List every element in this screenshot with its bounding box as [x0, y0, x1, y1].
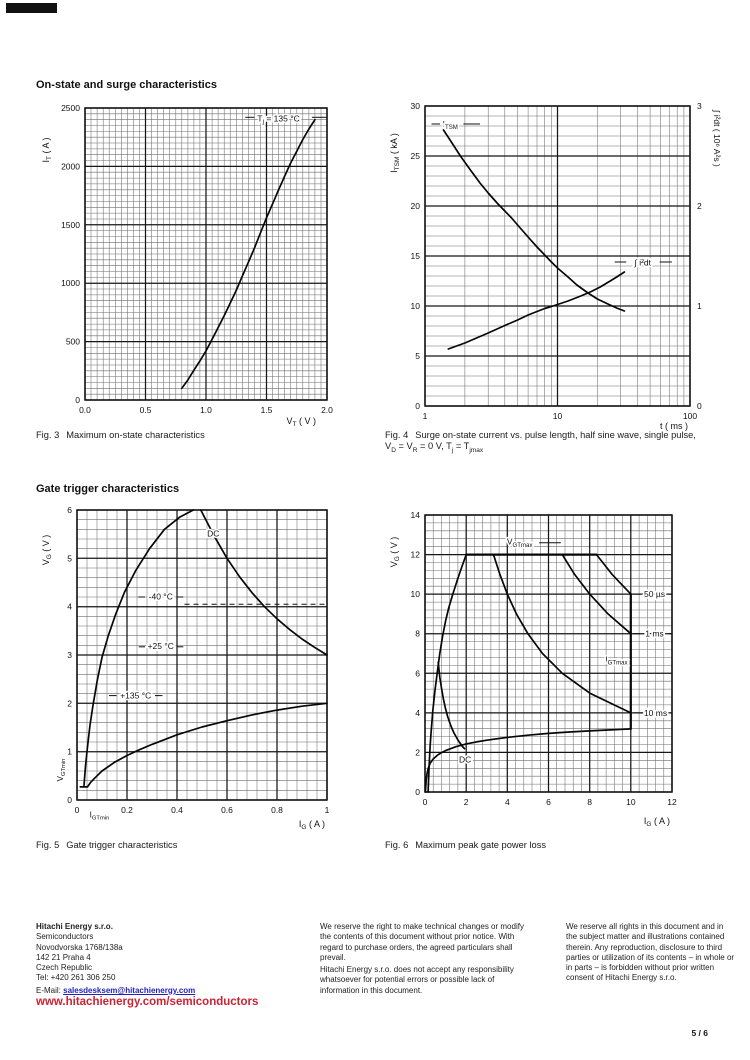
- footer-company-address: [36, 922, 246, 984]
- svg-text:0: 0: [415, 401, 420, 411]
- svg-text:IG ( A ): $I_G$ ( A ): [643, 816, 670, 829]
- svg-text:0: 0: [74, 805, 80, 815]
- svg-text:2000: 2000: [61, 161, 80, 172]
- svg-text:0: 0: [415, 787, 420, 797]
- svg-text:4: 4: [504, 797, 510, 807]
- svg-text:DC: DC: [458, 754, 472, 765]
- company-phone: Tel: +420 261 306 250: [36, 973, 116, 983]
- fig5-caption-text: Gate trigger characteristics: [66, 840, 178, 850]
- svg-text:IGTmin: $I_{GTmin}$: [89, 810, 110, 822]
- svg-text:14: 14: [410, 510, 420, 520]
- svg-text:15: 15: [410, 251, 420, 261]
- svg-text:2: 2: [67, 698, 72, 709]
- svg-text:0.0: 0.0: [79, 405, 91, 415]
- svg-text:5: 5: [67, 553, 72, 564]
- svg-text:0.2: 0.2: [121, 805, 133, 815]
- svg-text:2: 2: [697, 201, 702, 211]
- svg-text:0: 0: [75, 395, 80, 405]
- svg-text:VT ( V ): $V_T$ ( V ): [286, 416, 316, 429]
- svg-text:4: 4: [415, 707, 420, 718]
- svg-text:2: 2: [415, 747, 420, 758]
- svg-text:50 µs: 50 µs: [644, 589, 665, 600]
- svg-text:10: 10: [626, 797, 636, 807]
- svg-text:-40 °C: -40 °C: [148, 591, 173, 602]
- svg-text:0.4: 0.4: [171, 805, 183, 815]
- rights-paragraph: We reserve all rights in this document and in the subject matter and illustrations contained therein. Any reproduction, disclosure to third parties or utilization of its contents – in whole or in parts – is forbidden without prior written consent of Hitachi Energy s.r.o.: [566, 922, 735, 983]
- svg-text:10: 10: [552, 411, 563, 421]
- svg-text:1: 1: [697, 301, 702, 311]
- svg-text:0: 0: [67, 795, 72, 805]
- svg-text:6: 6: [546, 797, 551, 807]
- svg-text:500: 500: [65, 336, 80, 347]
- svg-text:1: 1: [67, 746, 72, 757]
- svg-text:VG ( V ): $V_G$ ( V ): [41, 534, 54, 566]
- fig6-label: Fig. 6: [385, 840, 409, 850]
- svg-text:5: 5: [415, 351, 420, 361]
- footer-rights: [566, 922, 736, 984]
- svg-text:3: 3: [67, 650, 72, 660]
- svg-text:25: 25: [410, 151, 420, 161]
- svg-text:1000: 1000: [61, 278, 80, 289]
- svg-text:ITSM: $I_{TSM}$: [442, 119, 458, 132]
- svg-text:8: 8: [415, 628, 420, 639]
- email-link[interactable]: salesdesksem@hitachienergy.com: [63, 986, 196, 995]
- fig3-chart-max-on-state: [36, 98, 346, 436]
- svg-text:1: 1: [324, 805, 330, 815]
- svg-text:0: 0: [697, 401, 702, 411]
- svg-text:2: 2: [463, 797, 469, 807]
- company-line: 142 21 Praha 4: [36, 952, 91, 962]
- svg-text:8: 8: [587, 797, 593, 807]
- disclaimer-paragraph-1: We reserve the right to make technical changes or modify the contents of this document without prior notice. With regard to purchase orders, the agreed particulars shall prevail.: [320, 922, 524, 962]
- svg-text:6: 6: [67, 505, 72, 515]
- email-label: E-Mail:: [36, 986, 64, 995]
- svg-text:+135 °C: +135 °C: [120, 690, 152, 701]
- svg-text:DC: DC: [207, 528, 220, 539]
- fig3-label: Fig. 3: [36, 430, 60, 440]
- company-line: Novodvorska 1768/138a: [36, 942, 123, 952]
- fig4-label: Fig. 4: [385, 430, 409, 440]
- svg-text:1.0: 1.0: [200, 405, 212, 415]
- fig3-caption: [36, 430, 366, 441]
- svg-text:Tj = 135 °C: $T_j = 135$ °C: [257, 113, 300, 126]
- website-link[interactable]: www.hitachienergy.com/semiconductors: [36, 996, 259, 1008]
- svg-text:0.6: 0.6: [221, 805, 233, 815]
- svg-text:20: 20: [410, 201, 420, 211]
- svg-text:0: 0: [422, 797, 428, 807]
- svg-text:1 ms: 1 ms: [645, 628, 664, 639]
- svg-text:IG ( A ): $I_G$ ( A ): [298, 819, 325, 832]
- company-name: Hitachi Energy s.r.o.: [36, 922, 113, 931]
- svg-text:2500: 2500: [61, 103, 80, 113]
- svg-text:∫ i²dt: ∫ i²dt: [634, 257, 652, 268]
- svg-text:VGTmin: $V_{GTmin}$: [56, 758, 68, 782]
- svg-text:10: 10: [410, 589, 420, 600]
- fig4-caption-line2: $V_D = V_R = 0$ V, $T_j = T_{jmax}$: [385, 441, 484, 454]
- svg-text:ITSM ( kA ): $I_{TSM}$ ( kA ): [389, 133, 402, 173]
- svg-text:IGTmax: $I_{GTmax}$: [605, 654, 628, 667]
- svg-text:12: 12: [667, 797, 677, 807]
- fig5-label: Fig. 5: [36, 840, 60, 850]
- fig6-caption: [385, 840, 725, 851]
- svg-text:10 ms: 10 ms: [643, 707, 668, 718]
- disclaimer-paragraph-2: Hitachi Energy s.r.o. does not accept any responsibility whatsoever for potential errors or possible lack of information in this document.: [320, 965, 514, 995]
- fig5-chart-gate-trigger: [36, 502, 346, 832]
- svg-text:6: 6: [415, 668, 420, 679]
- fig4-chart-surge-current: [383, 98, 728, 436]
- svg-text:100: 100: [682, 411, 698, 421]
- svg-text:3: 3: [697, 101, 702, 111]
- svg-text:2.0: 2.0: [321, 405, 333, 415]
- svg-text:30: 30: [410, 101, 420, 111]
- svg-text:0.8: 0.8: [271, 805, 283, 815]
- svg-text:+25 °C: +25 °C: [147, 641, 174, 652]
- svg-text:0.5: 0.5: [139, 405, 152, 415]
- fig6-chart-gate-power: [383, 502, 728, 832]
- fig3-caption-text: Maximum on-state characteristics: [66, 430, 205, 440]
- footer-disclaimer: [320, 922, 528, 996]
- section-heading-onstate: On-state and surge characteristics: [36, 79, 217, 91]
- svg-text:VG ( V ): $V_G$ ( V ): [389, 536, 402, 568]
- email-row: [36, 986, 195, 995]
- svg-text:1500: 1500: [61, 219, 80, 230]
- company-line: Czech Republic: [36, 963, 93, 973]
- company-line: Semiconductors: [36, 932, 94, 942]
- svg-text:12: 12: [410, 549, 420, 560]
- svg-text:1.5: 1.5: [260, 405, 273, 415]
- website-row: [36, 996, 258, 1008]
- svg-text:1: 1: [422, 411, 428, 421]
- section-heading-gate: Gate trigger characteristics: [36, 483, 180, 495]
- fig5-caption: [36, 840, 366, 851]
- svg-text:VGTmax: $V_{GTmax}$: [506, 536, 533, 549]
- svg-text:∫ i²dt ( 10⁶ A²s ): ∫ i²dt ( 10⁶ A²s ): [712, 110, 722, 167]
- fig6-caption-text: Maximum peak gate power loss: [415, 840, 546, 850]
- svg-text:10: 10: [410, 301, 420, 311]
- svg-text:t ( ms ): t ( ms ): [660, 421, 688, 431]
- logo-bar: [6, 3, 57, 13]
- svg-text:IT ( A ): $I_T$ ( A ): [41, 137, 54, 163]
- fig4-caption: [385, 430, 725, 456]
- page-number: 5 / 6: [691, 1028, 708, 1038]
- fig4-caption-line1: Surge on-state current vs. pulse length, half sine wave, single pulse,: [415, 430, 696, 440]
- svg-text:4: 4: [67, 601, 72, 612]
